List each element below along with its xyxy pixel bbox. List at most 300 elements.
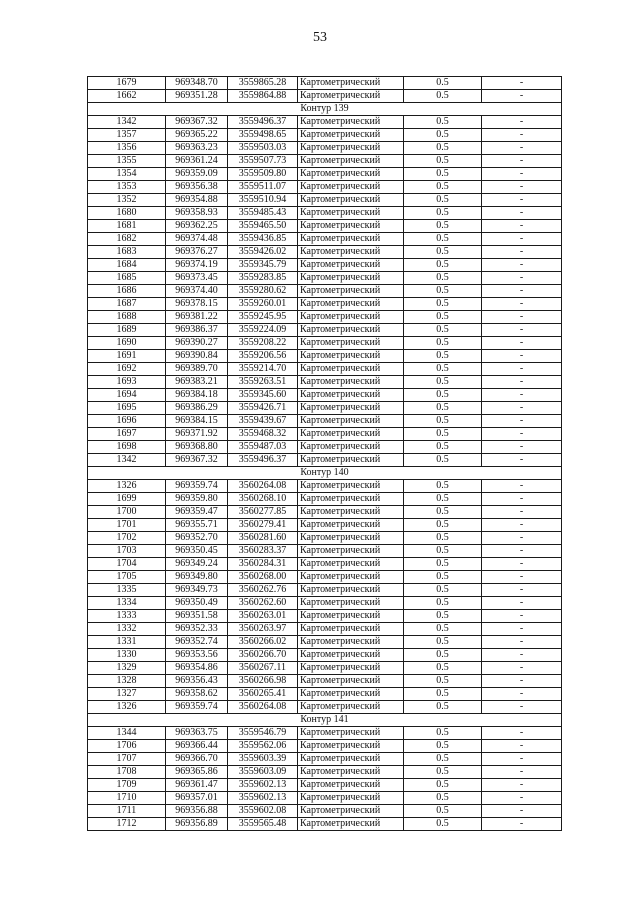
y-coordinate-cell: 3559465.50 — [228, 220, 298, 233]
table-row — [88, 116, 562, 129]
table-row — [88, 324, 562, 337]
method-cell: Картометрический — [298, 818, 404, 831]
method-cell: Картометрический — [298, 181, 404, 194]
x-coordinate-cell: 969349.80 — [166, 571, 228, 584]
description-cell: - — [482, 311, 562, 324]
x-coordinate-cell: 969374.48 — [166, 233, 228, 246]
accuracy-cell: 0.5 — [404, 285, 482, 298]
method-cell: Картометрический — [298, 90, 404, 103]
table-row — [88, 311, 562, 324]
method-cell: Картометрический — [298, 753, 404, 766]
method-cell: Картометрический — [298, 402, 404, 415]
accuracy-cell: 0.5 — [404, 402, 482, 415]
y-coordinate-cell: 3560281.60 — [228, 532, 298, 545]
description-cell: - — [482, 675, 562, 688]
y-coordinate-cell: 3559426.71 — [228, 402, 298, 415]
x-coordinate-cell: 969362.25 — [166, 220, 228, 233]
accuracy-cell: 0.5 — [404, 558, 482, 571]
accuracy-cell: 0.5 — [404, 597, 482, 610]
method-cell: Картометрический — [298, 545, 404, 558]
y-coordinate-cell: 3560268.10 — [228, 493, 298, 506]
table-row — [88, 584, 562, 597]
y-coordinate-cell: 3559565.48 — [228, 818, 298, 831]
description-cell: - — [482, 259, 562, 272]
y-coordinate-cell: 3559603.09 — [228, 766, 298, 779]
method-cell: Картометрический — [298, 662, 404, 675]
y-coordinate-cell: 3559496.37 — [228, 116, 298, 129]
y-coordinate-cell: 3559603.39 — [228, 753, 298, 766]
y-coordinate-cell: 3559345.60 — [228, 389, 298, 402]
y-coordinate-cell: 3559487.03 — [228, 441, 298, 454]
accuracy-cell: 0.5 — [404, 311, 482, 324]
point-number-cell: 1332 — [88, 623, 166, 636]
point-number-cell: 1706 — [88, 740, 166, 753]
accuracy-cell: 0.5 — [404, 428, 482, 441]
table-row — [88, 402, 562, 415]
description-cell: - — [482, 207, 562, 220]
y-coordinate-cell: 3559426.02 — [228, 246, 298, 259]
table-row — [88, 597, 562, 610]
y-coordinate-cell: 3559208.22 — [228, 337, 298, 350]
description-cell: - — [482, 441, 562, 454]
method-cell: Картометрический — [298, 376, 404, 389]
method-cell: Картометрический — [298, 259, 404, 272]
point-number-cell: 1684 — [88, 259, 166, 272]
table-row — [88, 792, 562, 805]
method-cell: Картометрический — [298, 168, 404, 181]
y-coordinate-cell: 3559436.85 — [228, 233, 298, 246]
point-number-cell: 1687 — [88, 298, 166, 311]
description-cell: - — [482, 129, 562, 142]
x-coordinate-cell: 969371.92 — [166, 428, 228, 441]
description-cell: - — [482, 116, 562, 129]
method-cell: Картометрический — [298, 389, 404, 402]
y-coordinate-cell: 3560264.08 — [228, 480, 298, 493]
x-coordinate-cell: 969367.32 — [166, 454, 228, 467]
method-cell: Картометрический — [298, 324, 404, 337]
table-row — [88, 142, 562, 155]
description-cell: - — [482, 584, 562, 597]
table-row — [88, 532, 562, 545]
y-coordinate-cell: 3559206.56 — [228, 350, 298, 363]
table-row — [88, 805, 562, 818]
description-cell: - — [482, 402, 562, 415]
x-coordinate-cell: 969374.19 — [166, 259, 228, 272]
table-row — [88, 220, 562, 233]
accuracy-cell: 0.5 — [404, 623, 482, 636]
method-cell: Картометрический — [298, 363, 404, 376]
accuracy-cell: 0.5 — [404, 480, 482, 493]
point-number-cell: 1704 — [88, 558, 166, 571]
accuracy-cell: 0.5 — [404, 818, 482, 831]
point-number-cell: 1326 — [88, 701, 166, 714]
y-coordinate-cell: 3560263.01 — [228, 610, 298, 623]
description-cell: - — [482, 610, 562, 623]
accuracy-cell: 0.5 — [404, 233, 482, 246]
point-number-cell: 1352 — [88, 194, 166, 207]
description-cell: - — [482, 623, 562, 636]
method-cell: Картометрический — [298, 415, 404, 428]
y-coordinate-cell: 3559439.67 — [228, 415, 298, 428]
accuracy-cell: 0.5 — [404, 389, 482, 402]
x-coordinate-cell: 969359.80 — [166, 493, 228, 506]
y-coordinate-cell: 3560262.60 — [228, 597, 298, 610]
x-coordinate-cell: 969351.58 — [166, 610, 228, 623]
description-cell: - — [482, 792, 562, 805]
description-cell: - — [482, 337, 562, 350]
x-coordinate-cell: 969383.21 — [166, 376, 228, 389]
method-cell: Картометрический — [298, 272, 404, 285]
description-cell: - — [482, 194, 562, 207]
x-coordinate-cell: 969390.84 — [166, 350, 228, 363]
method-cell: Картометрический — [298, 298, 404, 311]
y-coordinate-cell: 3559345.79 — [228, 259, 298, 272]
point-number-cell: 1698 — [88, 441, 166, 454]
description-cell: - — [482, 805, 562, 818]
description-cell: - — [482, 740, 562, 753]
point-number-cell: 1335 — [88, 584, 166, 597]
x-coordinate-cell: 969351.28 — [166, 90, 228, 103]
table-row — [88, 519, 562, 532]
method-cell: Картометрический — [298, 506, 404, 519]
accuracy-cell: 0.5 — [404, 259, 482, 272]
accuracy-cell: 0.5 — [404, 766, 482, 779]
description-cell: - — [482, 272, 562, 285]
x-coordinate-cell: 969358.62 — [166, 688, 228, 701]
method-cell: Картометрический — [298, 480, 404, 493]
table-row — [88, 246, 562, 259]
accuracy-cell: 0.5 — [404, 168, 482, 181]
point-number-cell: 1705 — [88, 571, 166, 584]
table-row — [88, 753, 562, 766]
x-coordinate-cell: 969359.47 — [166, 506, 228, 519]
method-cell: Картометрический — [298, 584, 404, 597]
description-cell: - — [482, 701, 562, 714]
point-number-cell: 1688 — [88, 311, 166, 324]
y-coordinate-cell: 3559283.85 — [228, 272, 298, 285]
accuracy-cell: 0.5 — [404, 441, 482, 454]
y-coordinate-cell: 3559507.73 — [228, 155, 298, 168]
x-coordinate-cell: 969363.75 — [166, 727, 228, 740]
y-coordinate-cell: 3559865.28 — [228, 77, 298, 90]
description-cell: - — [482, 506, 562, 519]
x-coordinate-cell: 969384.18 — [166, 389, 228, 402]
table-row — [88, 259, 562, 272]
coordinates-table-body — [88, 77, 562, 831]
table-row — [88, 454, 562, 467]
accuracy-cell: 0.5 — [404, 571, 482, 584]
table-row — [88, 480, 562, 493]
description-cell: - — [482, 233, 562, 246]
point-number-cell: 1329 — [88, 662, 166, 675]
method-cell: Картометрический — [298, 454, 404, 467]
accuracy-cell: 0.5 — [404, 675, 482, 688]
accuracy-cell: 0.5 — [404, 90, 482, 103]
accuracy-cell: 0.5 — [404, 519, 482, 532]
accuracy-cell: 0.5 — [404, 155, 482, 168]
accuracy-cell: 0.5 — [404, 493, 482, 506]
accuracy-cell: 0.5 — [404, 363, 482, 376]
x-coordinate-cell: 969365.86 — [166, 766, 228, 779]
method-cell: Картометрический — [298, 519, 404, 532]
y-coordinate-cell: 3560265.41 — [228, 688, 298, 701]
description-cell: - — [482, 532, 562, 545]
y-coordinate-cell: 3559498.65 — [228, 129, 298, 142]
method-cell: Картометрический — [298, 571, 404, 584]
point-number-cell: 1707 — [88, 753, 166, 766]
y-coordinate-cell: 3559496.37 — [228, 454, 298, 467]
description-cell: - — [482, 285, 562, 298]
method-cell: Картометрический — [298, 233, 404, 246]
table-row — [88, 675, 562, 688]
x-coordinate-cell: 969358.93 — [166, 207, 228, 220]
point-number-cell: 1353 — [88, 181, 166, 194]
method-cell: Картометрический — [298, 675, 404, 688]
method-cell: Картометрический — [298, 220, 404, 233]
point-number-cell: 1697 — [88, 428, 166, 441]
y-coordinate-cell: 3559468.32 — [228, 428, 298, 441]
point-number-cell: 1330 — [88, 649, 166, 662]
x-coordinate-cell: 969376.27 — [166, 246, 228, 259]
table-row — [88, 207, 562, 220]
accuracy-cell: 0.5 — [404, 753, 482, 766]
table-row — [88, 337, 562, 350]
method-cell: Картометрический — [298, 207, 404, 220]
table-row — [88, 376, 562, 389]
description-cell: - — [482, 688, 562, 701]
point-number-cell: 1686 — [88, 285, 166, 298]
contour-title: Контур 141 — [88, 714, 562, 727]
description-cell: - — [482, 415, 562, 428]
method-cell: Картометрический — [298, 688, 404, 701]
y-coordinate-cell: 3559864.88 — [228, 90, 298, 103]
table-row — [88, 285, 562, 298]
y-coordinate-cell: 3559260.01 — [228, 298, 298, 311]
description-cell: - — [482, 779, 562, 792]
point-number-cell: 1712 — [88, 818, 166, 831]
point-number-cell: 1331 — [88, 636, 166, 649]
table-row — [88, 298, 562, 311]
x-coordinate-cell: 969374.40 — [166, 285, 228, 298]
table-row — [88, 779, 562, 792]
method-cell: Картометрический — [298, 77, 404, 90]
page-number: 53 — [313, 30, 327, 45]
y-coordinate-cell: 3559509.80 — [228, 168, 298, 181]
point-number-cell: 1342 — [88, 454, 166, 467]
x-coordinate-cell: 969356.43 — [166, 675, 228, 688]
y-coordinate-cell: 3560283.37 — [228, 545, 298, 558]
description-cell: - — [482, 77, 562, 90]
table-row — [88, 545, 562, 558]
y-coordinate-cell: 3559485.43 — [228, 207, 298, 220]
description-cell: - — [482, 389, 562, 402]
point-number-cell: 1334 — [88, 597, 166, 610]
y-coordinate-cell: 3560266.98 — [228, 675, 298, 688]
table-row — [88, 363, 562, 376]
table-row — [88, 636, 562, 649]
accuracy-cell: 0.5 — [404, 805, 482, 818]
point-number-cell: 1354 — [88, 168, 166, 181]
x-coordinate-cell: 969348.70 — [166, 77, 228, 90]
description-cell: - — [482, 246, 562, 259]
contour-title: Контур 139 — [88, 103, 562, 116]
accuracy-cell: 0.5 — [404, 272, 482, 285]
method-cell: Картометрический — [298, 350, 404, 363]
y-coordinate-cell: 3560277.85 — [228, 506, 298, 519]
description-cell: - — [482, 597, 562, 610]
y-coordinate-cell: 3559546.79 — [228, 727, 298, 740]
description-cell: - — [482, 428, 562, 441]
y-coordinate-cell: 3560266.02 — [228, 636, 298, 649]
point-number-cell: 1693 — [88, 376, 166, 389]
accuracy-cell: 0.5 — [404, 792, 482, 805]
table-row — [88, 571, 562, 584]
accuracy-cell: 0.5 — [404, 688, 482, 701]
y-coordinate-cell: 3559245.95 — [228, 311, 298, 324]
method-cell: Картометрический — [298, 597, 404, 610]
accuracy-cell: 0.5 — [404, 324, 482, 337]
accuracy-cell: 0.5 — [404, 454, 482, 467]
description-cell: - — [482, 324, 562, 337]
y-coordinate-cell: 3559510.94 — [228, 194, 298, 207]
x-coordinate-cell: 969390.27 — [166, 337, 228, 350]
table-row — [88, 194, 562, 207]
x-coordinate-cell: 969359.74 — [166, 701, 228, 714]
accuracy-cell: 0.5 — [404, 207, 482, 220]
x-coordinate-cell: 969349.73 — [166, 584, 228, 597]
point-number-cell: 1711 — [88, 805, 166, 818]
accuracy-cell: 0.5 — [404, 337, 482, 350]
description-cell: - — [482, 662, 562, 675]
description-cell: - — [482, 376, 562, 389]
point-number-cell: 1683 — [88, 246, 166, 259]
accuracy-cell: 0.5 — [404, 506, 482, 519]
point-number-cell: 1682 — [88, 233, 166, 246]
y-coordinate-cell: 3559602.13 — [228, 792, 298, 805]
method-cell: Картометрический — [298, 532, 404, 545]
point-number-cell: 1662 — [88, 90, 166, 103]
contour-header-row — [88, 467, 562, 480]
x-coordinate-cell: 969357.01 — [166, 792, 228, 805]
x-coordinate-cell: 969389.70 — [166, 363, 228, 376]
y-coordinate-cell: 3560268.00 — [228, 571, 298, 584]
accuracy-cell: 0.5 — [404, 350, 482, 363]
description-cell: - — [482, 363, 562, 376]
accuracy-cell: 0.5 — [404, 181, 482, 194]
description-cell: - — [482, 519, 562, 532]
x-coordinate-cell: 969386.29 — [166, 402, 228, 415]
method-cell: Картометрический — [298, 623, 404, 636]
point-number-cell: 1691 — [88, 350, 166, 363]
method-cell: Картометрический — [298, 649, 404, 662]
point-number-cell: 1701 — [88, 519, 166, 532]
table-row — [88, 766, 562, 779]
table-row — [88, 233, 562, 246]
accuracy-cell: 0.5 — [404, 142, 482, 155]
method-cell: Картометрический — [298, 766, 404, 779]
table-row — [88, 506, 562, 519]
accuracy-cell: 0.5 — [404, 129, 482, 142]
point-number-cell: 1680 — [88, 207, 166, 220]
description-cell: - — [482, 181, 562, 194]
point-number-cell: 1357 — [88, 129, 166, 142]
x-coordinate-cell: 969349.24 — [166, 558, 228, 571]
description-cell: - — [482, 168, 562, 181]
contour-header-row — [88, 714, 562, 727]
method-cell: Картометрический — [298, 194, 404, 207]
table-row — [88, 129, 562, 142]
table-row — [88, 350, 562, 363]
method-cell: Картометрический — [298, 493, 404, 506]
table-row — [88, 610, 562, 623]
point-number-cell: 1356 — [88, 142, 166, 155]
table-row — [88, 662, 562, 675]
description-cell: - — [482, 545, 562, 558]
table-row — [88, 272, 562, 285]
accuracy-cell: 0.5 — [404, 116, 482, 129]
accuracy-cell: 0.5 — [404, 740, 482, 753]
method-cell: Картометрический — [298, 792, 404, 805]
method-cell: Картометрический — [298, 285, 404, 298]
accuracy-cell: 0.5 — [404, 220, 482, 233]
contour-title: Контур 140 — [88, 467, 562, 480]
accuracy-cell: 0.5 — [404, 610, 482, 623]
point-number-cell: 1709 — [88, 779, 166, 792]
y-coordinate-cell: 3559602.13 — [228, 779, 298, 792]
x-coordinate-cell: 969356.88 — [166, 805, 228, 818]
y-coordinate-cell: 3560263.97 — [228, 623, 298, 636]
x-coordinate-cell: 969368.80 — [166, 441, 228, 454]
x-coordinate-cell: 969359.09 — [166, 168, 228, 181]
point-number-cell: 1710 — [88, 792, 166, 805]
x-coordinate-cell: 969366.70 — [166, 753, 228, 766]
method-cell: Картометрический — [298, 727, 404, 740]
table-row — [88, 740, 562, 753]
description-cell: - — [482, 90, 562, 103]
table-row — [88, 181, 562, 194]
y-coordinate-cell: 3560284.31 — [228, 558, 298, 571]
method-cell: Картометрический — [298, 441, 404, 454]
accuracy-cell: 0.5 — [404, 194, 482, 207]
table-row — [88, 727, 562, 740]
method-cell: Картометрический — [298, 142, 404, 155]
x-coordinate-cell: 969386.37 — [166, 324, 228, 337]
method-cell: Картометрический — [298, 779, 404, 792]
coordinates-table — [87, 76, 562, 831]
point-number-cell: 1708 — [88, 766, 166, 779]
table-row — [88, 701, 562, 714]
method-cell: Картометрический — [298, 155, 404, 168]
description-cell: - — [482, 649, 562, 662]
point-number-cell: 1342 — [88, 116, 166, 129]
x-coordinate-cell: 969355.71 — [166, 519, 228, 532]
x-coordinate-cell: 969365.22 — [166, 129, 228, 142]
point-number-cell: 1344 — [88, 727, 166, 740]
accuracy-cell: 0.5 — [404, 298, 482, 311]
table-row — [88, 649, 562, 662]
x-coordinate-cell: 969356.38 — [166, 181, 228, 194]
method-cell: Картометрический — [298, 337, 404, 350]
table-row — [88, 623, 562, 636]
x-coordinate-cell: 969381.22 — [166, 311, 228, 324]
y-coordinate-cell: 3559511.07 — [228, 181, 298, 194]
accuracy-cell: 0.5 — [404, 246, 482, 259]
accuracy-cell: 0.5 — [404, 545, 482, 558]
x-coordinate-cell: 969356.89 — [166, 818, 228, 831]
point-number-cell: 1689 — [88, 324, 166, 337]
x-coordinate-cell: 969350.49 — [166, 597, 228, 610]
x-coordinate-cell: 969384.15 — [166, 415, 228, 428]
